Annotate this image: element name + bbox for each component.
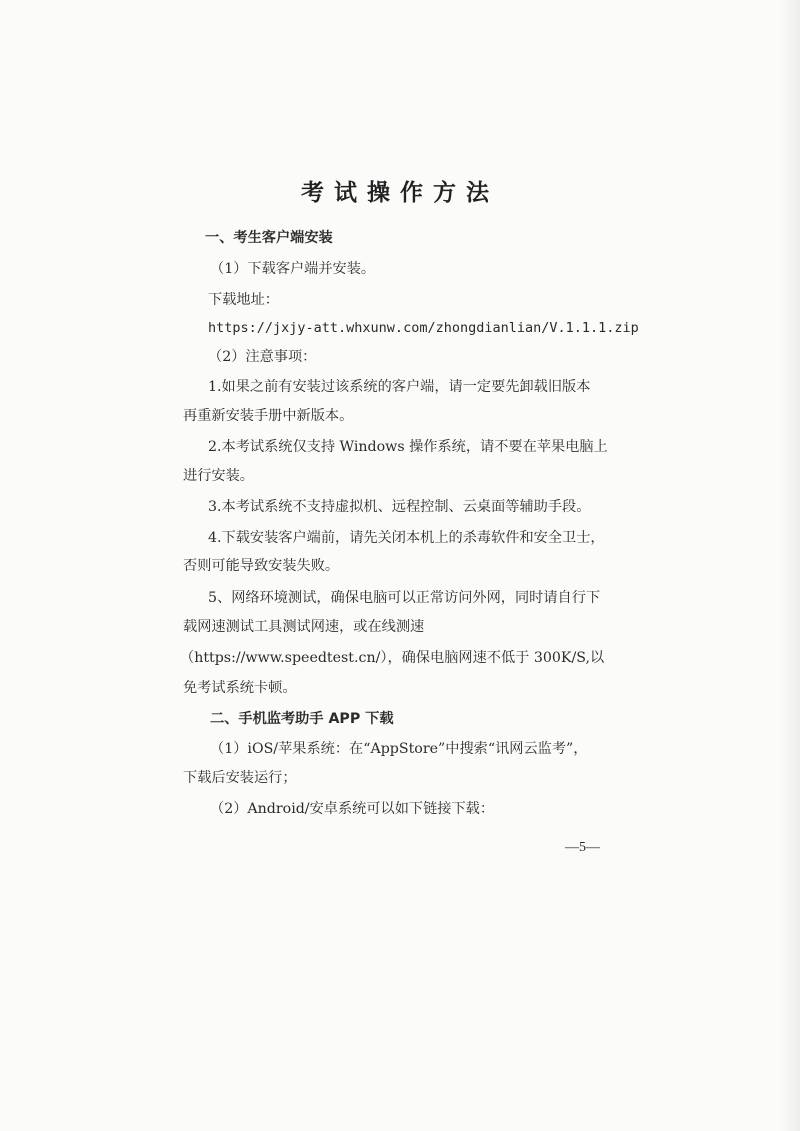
section-heading-2: 二、手机监考助手 APP 下载	[210, 711, 394, 727]
paragraph-line: 1.如果之前有安装过该系统的客户端，请一定要先卸载旧版本	[208, 379, 591, 395]
paragraph-line: 下载地址：	[208, 292, 279, 308]
paragraph-line: 5、网络环境测试，确保电脑可以正常访问外网，同时请自行下	[208, 590, 601, 606]
paragraph-line: 否则可能导致安装失败。	[183, 558, 340, 574]
page-number: —5—	[565, 840, 600, 855]
paragraph-line: 再重新安装手册中新版本。	[183, 408, 354, 424]
paragraph-line: 2.本考试系统仅支持 Windows 操作系统，请不要在苹果电脑上	[208, 439, 608, 455]
section-heading-1: 一、考生客户端安装	[205, 230, 333, 246]
page-title: 考试操作方法	[301, 180, 499, 206]
paragraph-line: 3.本考试系统不支持虚拟机、远程控制、云桌面等辅助手段。	[208, 499, 591, 515]
paragraph-line: 进行安装。	[183, 468, 254, 484]
paragraph-line: （2）Android/安卓系统可以如下链接下载：	[210, 801, 495, 817]
paragraph-line: （1）下载客户端并安装。	[210, 261, 376, 277]
download-url: https://jxjy-att.whxunw.com/zhongdianlian/V.1.1.1.zip	[208, 320, 639, 336]
paragraph-line: （1）iOS/苹果系统：在“AppStore”中搜索“讯网云监考”，	[210, 741, 588, 757]
paragraph-line: （https://www.speedtest.cn/），确保电脑网速不低于 300K/S,以	[180, 650, 605, 666]
paragraph-line: 载网速测试工具测试网速，或在线测速	[183, 619, 425, 635]
paragraph-line: （2）注意事项：	[208, 349, 317, 365]
paragraph-line: 免考试系统卡顿。	[183, 680, 297, 696]
scan-edge-shadow	[778, 0, 800, 1131]
paragraph-line: 4.下载安装客户端前，请先关闭本机上的杀毒软件和安全卫士，	[208, 530, 605, 546]
paragraph-line: 下载后安装运行；	[183, 770, 297, 786]
